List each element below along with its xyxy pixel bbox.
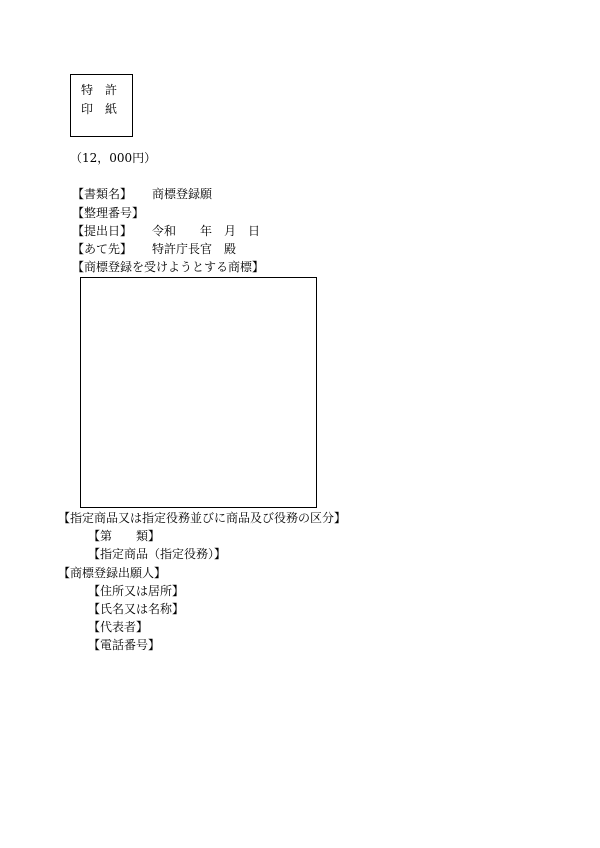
document-name-value: 商標登録願	[152, 187, 213, 201]
name-label: 【氏名又は名称】	[88, 602, 185, 616]
designated-goods-label: 【指定商品又は指定役務並びに商品及び役務の区分】	[58, 511, 347, 525]
stamp-text-line2: 印 紙	[81, 102, 118, 116]
trademark-label: 【商標登録を受けようとする商標】	[72, 260, 265, 274]
reference-number-label: 【整理番号】	[72, 206, 145, 220]
addressee-value: 特許庁長官 殿	[152, 242, 237, 256]
trademark-image-box	[80, 277, 317, 508]
applicant-label: 【商標登録出願人】	[58, 566, 167, 580]
filing-date-value: 令和 年 月 日	[152, 224, 261, 238]
stamp-text-line1: 特 許	[81, 83, 118, 97]
class-label: 【第 類】	[88, 529, 161, 543]
representative-label: 【代表者】	[88, 620, 149, 634]
filing-date-label: 【提出日】	[72, 224, 133, 238]
revenue-stamp-box	[70, 74, 133, 137]
fee-amount: （12，000円）	[70, 151, 157, 165]
document-name-label: 【書類名】	[72, 187, 133, 201]
addressee-label: 【あて先】	[72, 242, 133, 256]
goods-services-label: 【指定商品（指定役務）】	[88, 547, 227, 561]
phone-label: 【電話番号】	[88, 638, 161, 652]
address-label: 【住所又は居所】	[88, 584, 185, 598]
